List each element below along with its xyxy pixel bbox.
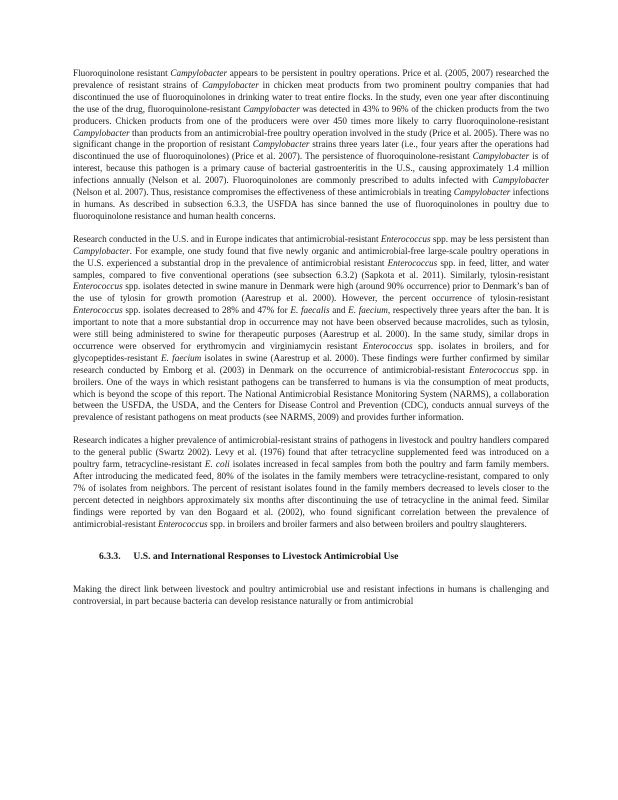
italic-term: Campylobacter [472, 151, 530, 162]
document-page [73, 68, 549, 619]
paragraph-handlers [73, 435, 549, 530]
text-run: spp. in broilers. One of the ways in which resistant pathogens can be transferred to humans is via the consumption of meat products, which is beyond the scope of this report. The National Antimicrobial Resistance Monitoring System (NARMS), a collaboration between the USFDA, the USDA, and the Centers for Disease Control and Prevention (CDC), conducts annual surveys of the prevalence of resistant pathogens on meat products (see NARMS, 2009) and provides further information. [73, 364, 549, 423]
text-run: Making the direct link between livestock and poultry antimicrobial use and resistant infections in humans is challenging and controversial, in part because bacteria can develop resistance naturally or from antimicrobial [73, 584, 549, 607]
italic-term: E. faecium [348, 305, 388, 316]
text-run: isolates increased in fecal samples from both the poultry and farm family members. After introducing the medicated feed, 80% of the isolates in the family members were tetracycline-resistant, compared to only 7% of isolates from neighbors. The percent of resistant isolates found in the family members decreased to levels closer to the percent detected in neighbors approximately six months after discontinuing the use of tetracycline in the animal feed. Similar findings were reported by van den Bogaard et al. (2002), who found significant correlation between the prevalence of antimicrobial-resistant [73, 459, 549, 529]
italic-term: Enterococcus [73, 305, 123, 316]
text-run: infections in humans. As described in subsection 6.3.3, the USFDA has since banned the use of fluoroquinolones in poultry due to fluoroquinolone resistance and human health concerns. [73, 187, 550, 221]
text-run: spp. in broilers and broiler farmers and also between broilers and poultry slaughterers. [207, 518, 527, 529]
text-run: , respectively three years after the ban. It is important to note that a more substantial drop in occurrence may not have been observed because macrolides, such as tylosin, were still being administered to swine for therapeutic purposes (Aarestrup et al. 2000). In the same study, similar drops in occurrence were observed for erythromycin and virginiamycin resistant [73, 305, 550, 351]
text-run: in chicken meat products from two prominent poultry companies that had discontinued the use of fluoroquinolones in drinking water to treat entire flocks. In the study, even one year after discontinuing the use of the drug, fluoroquinolone-resistant [73, 79, 549, 114]
italic-term: E. coli [204, 459, 230, 470]
italic-term: Campylobacter [170, 68, 228, 78]
italic-term: Enterococcus [362, 340, 413, 351]
text-run: spp. may be less persistent than [430, 233, 549, 244]
text-run: spp. isolates decreased to 28% and 47% for [122, 305, 291, 316]
section-heading [99, 551, 549, 563]
text-run: spp. in feed, litter, and water samples, compared to five conventional operations (see subsection 6.3.2) (Sapkota et al. 2011). Similarly, tylosin-resistant [73, 257, 549, 280]
text-run: strains three years later (i.e., four years after the operations had discontinued the use of fluoroquinolones) (Price et al. 2007). The persistence of fluoroquinolone-resistant [73, 139, 549, 162]
text-run: and [329, 305, 349, 316]
italic-term: Enterococcus [469, 364, 519, 375]
italic-term: E. faecalis [290, 305, 330, 316]
text-run: . For example, one study found that five newly organic and antimicrobial-free large-scale poultry operations in the U.S. experienced a substantial drop in the prevalence of antimicrobial resistant [73, 245, 549, 268]
italic-term: Campylobacter [453, 187, 511, 198]
text-run: spp. isolates detected in swine manure in Denmark were high (around 90% occurrence) prior to Denmark’s ban of the use of tylosin for growth promotion (Aarestrup et al. 2000). However, the percent occurrence of tylosin-resistant [73, 281, 549, 304]
paragraph-enterococcus [73, 234, 549, 425]
section-title: U.S. and International Responses to Livestock Antimicrobial Use [133, 550, 399, 562]
italic-term: Campylobacter [252, 139, 310, 150]
italic-term: Enterococcus [73, 281, 123, 292]
text-run: Research conducted in the U.S. and in Europe indicates that antimicrobial-resistant [73, 233, 381, 244]
section-number: 6.3.3. [99, 550, 121, 562]
text-run: is of interest, because this pathogen is a primary cause of bacterial gastroenteritis in the U.S., causing approximately 1.4 million infections annually (Nelson et al. 2007). Fluoroquinolones are commonly prescribed to adults infected with [73, 151, 549, 186]
paragraph-direct-link [73, 584, 549, 608]
text-run: than products from an antimicrobial-free poultry operation involved in the study (Price et al. 2005). There was no significant change in the proportion of resistant [73, 127, 549, 150]
text-run: isolates in swine (Aarestrup et al. 2000). These findings were further confirmed by similar research conducted by Emborg et al. (2003) in Denmark on the occurrence of antimicrobial-resistant [73, 352, 549, 375]
text-run: appears to be persistent in poultry operations. Price et al. (2005, 2007) researched the prevalence of resistant strains of [73, 68, 549, 90]
italic-term: Campylobacter [243, 103, 300, 114]
italic-term: Enterococcus [387, 257, 438, 268]
text-run: Fluoroquinolone resistant [73, 68, 171, 78]
italic-term: Enterococcus [380, 233, 431, 244]
text-run: spp. isolates in broilers, and for glycopeptides-resistant [73, 340, 549, 363]
text-run: (Nelson et al. 2007). Thus, resistance compromises the effectiveness of these antimicrobials in treating [73, 187, 454, 198]
italic-term: Campylobacter [73, 245, 130, 256]
italic-term: Enterococcus [157, 518, 208, 529]
italic-term: E. faecium [160, 352, 202, 363]
text-run: Research indicates a higher prevalence of antimicrobial-resistant strains of pathogens in livestock and poultry handlers compared to the general public (Swartz 2002). Levy et al. (1976) found that after tetracycline supplemented feed was introduced on a poultry farm, tetracycline-resistant [73, 435, 549, 470]
italic-term: Campylobacter [492, 175, 549, 186]
paragraph-campylobacter [73, 68, 549, 223]
text-run: was detected in 43% to 96% of the chicken products from the two producers. Chicken products from one of the producers were over 450 times more likely to carry fluoroquinolone-resistant [73, 103, 549, 126]
italic-term: Campylobacter [73, 127, 130, 138]
italic-term: Campylobacter [202, 79, 259, 90]
